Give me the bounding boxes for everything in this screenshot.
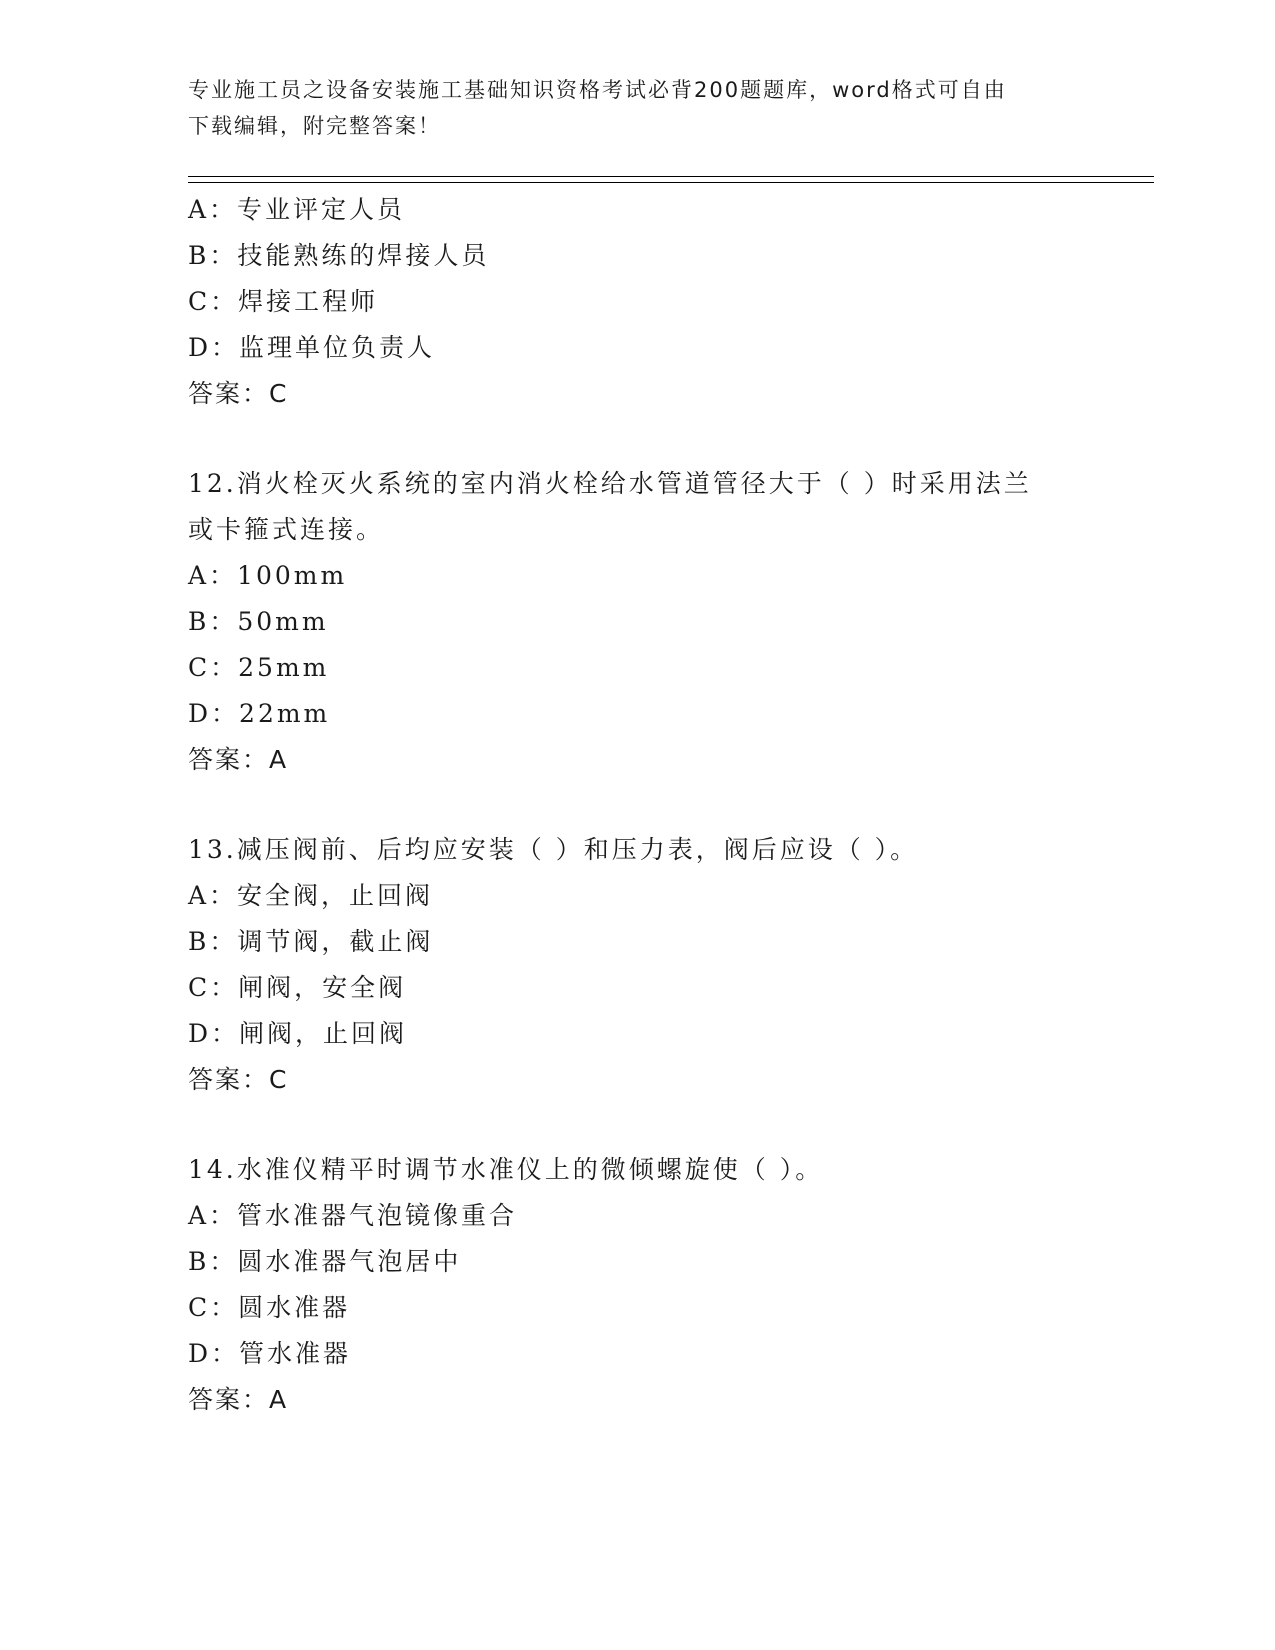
option-c: C：25mm [188, 653, 330, 682]
header-line-1: 专业施工员之设备安装施工基础知识资格考试必背200题题库，word格式可自由 [188, 78, 1007, 102]
question-stem: 12.消火栓灭火系统的室内消火栓给水管道管径大于（ ）时采用法兰 [188, 469, 1032, 498]
document-header [188, 72, 1088, 144]
answer-line: 答案：C [188, 379, 289, 408]
option-a: A：安全阀，止回阀 [188, 881, 434, 910]
question-stem: 14.水准仪精平时调节水准仪上的微倾螺旋使（ ）。 [188, 1155, 824, 1184]
option-d: D：闸阀，止回阀 [188, 1019, 408, 1048]
option-d: D：监理单位负责人 [188, 333, 436, 362]
option-b: B：技能熟练的焊接人员 [188, 241, 490, 270]
option-b: B：调节阀，截止阀 [188, 927, 434, 956]
option-a: A：管水准器气泡镜像重合 [188, 1201, 518, 1230]
option-d: D：管水准器 [188, 1339, 352, 1368]
option-a: A：专业评定人员 [188, 195, 406, 224]
question-14 [188, 1147, 1088, 1423]
option-d: D：22mm [188, 699, 331, 728]
option-a: A：100mm [188, 561, 348, 590]
answer-line: 答案：A [188, 1385, 289, 1414]
header-divider-bottom [188, 182, 1154, 183]
option-b: B：圆水准器气泡居中 [188, 1247, 462, 1276]
option-c: C：闸阀，安全阀 [188, 973, 407, 1002]
header-line-2: 下载编辑，附完整答案！ [188, 114, 441, 138]
question-12 [188, 461, 1088, 783]
answer-line: 答案：C [188, 1065, 289, 1094]
question-list [188, 187, 1088, 1423]
question-13 [188, 827, 1088, 1103]
option-c: C：圆水准器 [188, 1293, 351, 1322]
answer-line: 答案：A [188, 745, 289, 774]
header-divider-top [188, 176, 1154, 177]
question-stem: 13.减压阀前、后均应安装（ ）和压力表，阀后应设（ ）。 [188, 835, 919, 864]
question-stem-continued: 或卡箍式连接。 [188, 515, 385, 544]
question-11-continued [188, 187, 1088, 417]
option-b: B：50mm [188, 607, 329, 636]
option-c: C：焊接工程师 [188, 287, 379, 316]
